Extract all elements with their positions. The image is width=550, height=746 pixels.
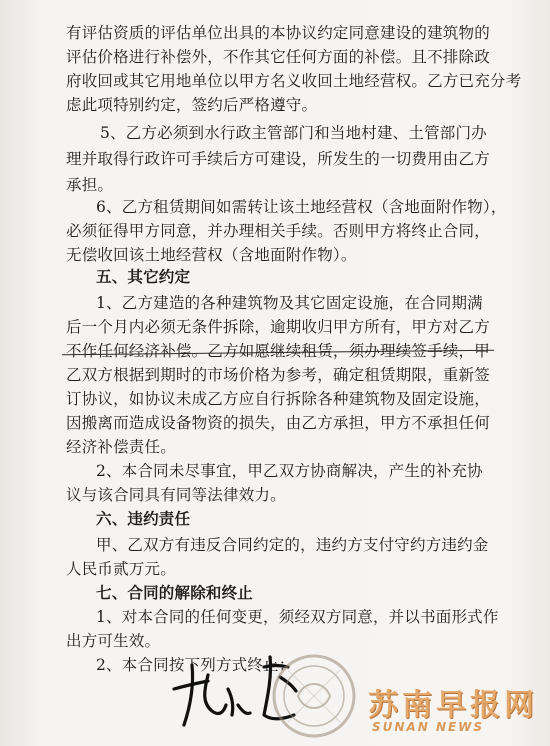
text-line-10: 无偿收回该土地经营权（含地面附作物）。 [66,246,357,264]
text-line-3: 府收回或其它用地单位以甲方名义收回土地经营权。乙方已充分考 [66,72,522,90]
watermark-chinese: 苏南早报网 [368,688,538,723]
text-line-13: 后一个月内必须无条件拆除，逾期收归甲方所有，甲方对乙方 [66,318,490,336]
text-line-17: 因搬离而造成设备物资的损失，由乙方承担，甲方不承担任何 [66,414,490,432]
seal-stamp [268,650,360,742]
struck-text: 不作任何经济补偿。乙方如愿继续租赁，须办理续签手续，甲 [66,342,490,360]
text-line-8: 6、乙方租赁期间如需转让该土地经营权（含地面附作物）， [96,198,507,216]
text-line-15: 乙双方根据到期时的市场价格为参考，确定租赁期限，重新签 [66,366,490,384]
text-line-26: 出方可生效。 [66,632,161,650]
text-line-6: 理并取得行政许可手续后方可建设，所发生的一切费用由乙方 [66,150,490,168]
watermark-english: SUNAN NEWS [372,720,485,734]
text-line-7: 承担。 [66,176,114,194]
section-heading-6: 六、违约责任 [96,509,191,528]
text-line-9: 必须征得甲方同意，并办理相关手续。否则甲方将终止合同， [66,222,490,240]
text-line-22: 甲、乙双方有违反合同约定的，违约方支付守约方违约金 [96,536,489,554]
text-line-27: 2、本合同按下列方式终止： [96,656,295,674]
text-line-23: 人民币贰万元。 [66,560,176,578]
text-line-25: 1、对本合同的任何变更，须经双方同意，并以书面形式作 [96,608,499,626]
section-heading-7: 七、合同的解除和终止 [96,583,254,602]
text-line-18: 经济补偿责任。 [66,438,176,456]
text-line-20: 议与该合同具有同等法律效力。 [66,486,286,504]
watermark [368,680,540,740]
section-heading-5: 五、其它约定 [96,267,191,286]
text-line-1: 有评估资质的评估单位出具的本协议约定同意建设的建筑物的 [66,24,490,42]
text-line-5: 5、乙方必须到水行政主管部门和当地村建、土管部门办 [100,124,487,142]
text-line-2: 评估价格进行补偿外，不作其它任何方面的补偿。且不排除政 [66,48,490,66]
text-line-4: 虑此项特别约定，签约后严格遵守。 [66,96,318,114]
text-line-16: 订协议，如协议未成乙方应自行拆除各种建筑物及固定设施， [66,390,490,408]
text-line-14 [66,340,550,362]
text-line-12: 1、乙方建造的各种建筑物及其它固定设施，在合同期满 [96,294,483,312]
text-line-19: 2、本合同未尽事宜，甲乙双方协商解决，产生的补充协 [96,462,483,480]
